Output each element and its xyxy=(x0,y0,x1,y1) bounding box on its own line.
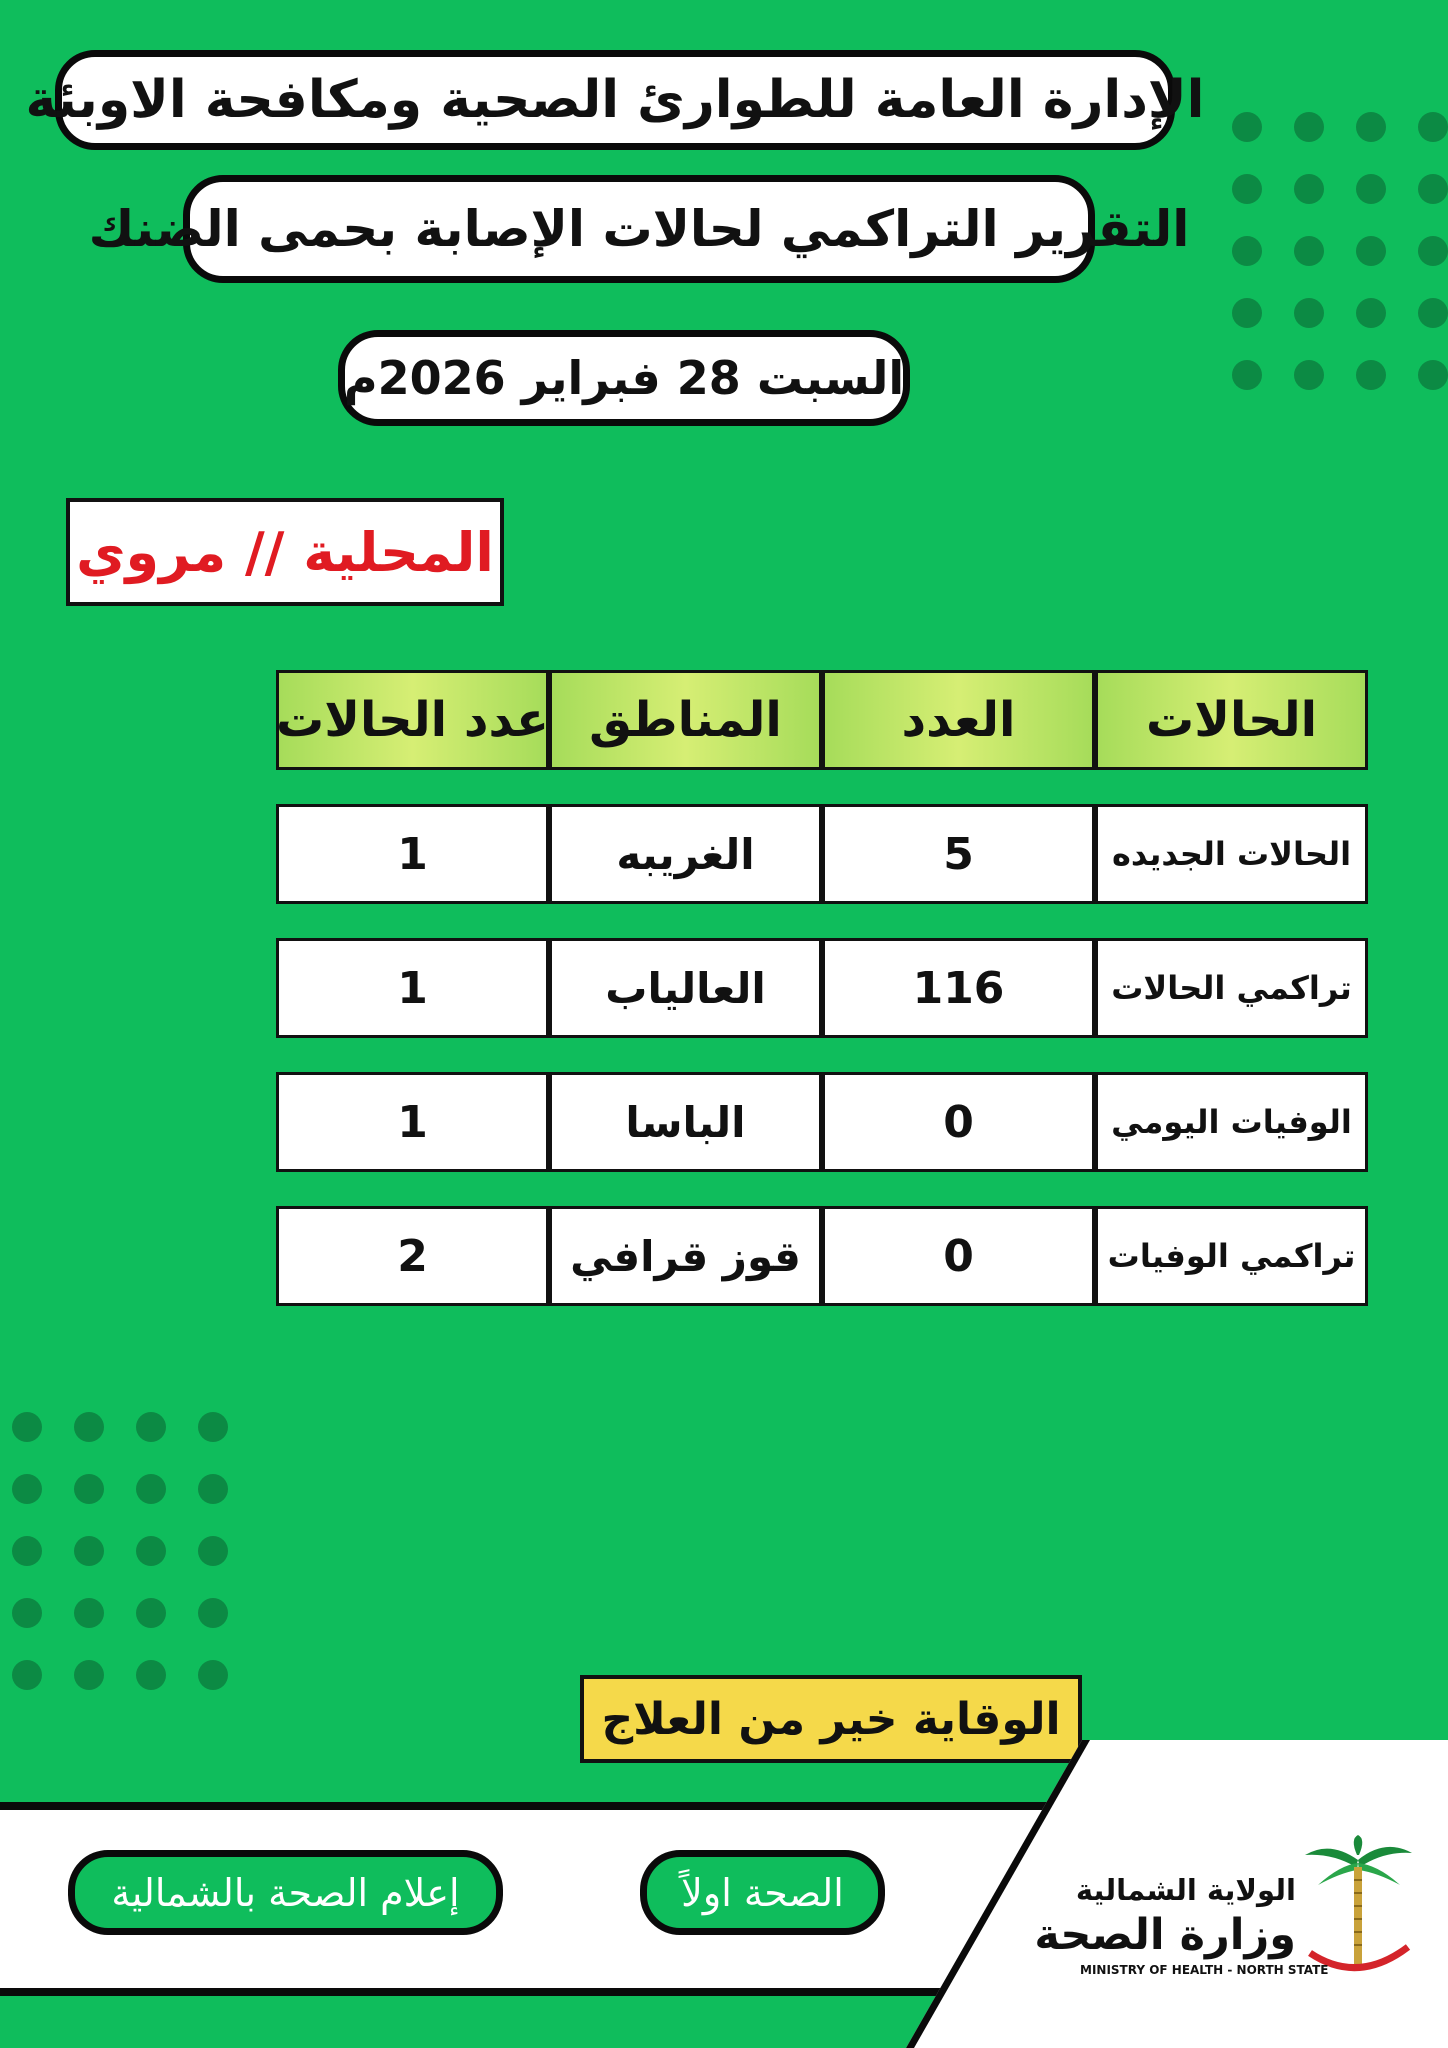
decorative-dots-bottom xyxy=(12,1412,228,1690)
row-region-count: 1 xyxy=(276,804,549,904)
row-region: الغريبه xyxy=(549,804,822,904)
locality-label: المحلية // مروي xyxy=(66,498,504,606)
header-regions: المناطق xyxy=(549,670,822,770)
row-region-count: 1 xyxy=(276,1072,549,1172)
header-region-count: عدد الحالات xyxy=(276,670,549,770)
table-row xyxy=(276,1206,1368,1306)
slogan-banner: الوقاية خير من العلاج xyxy=(580,1675,1082,1763)
table-row xyxy=(276,938,1368,1038)
report-authority-title: الإدارة العامة للطوارئ الصحية ومكافحة الاوبئة xyxy=(55,50,1175,150)
row-count: 116 xyxy=(822,938,1095,1038)
health-media-badge: إعلام الصحة بالشمالية xyxy=(68,1850,503,1935)
row-count: 5 xyxy=(822,804,1095,904)
cases-table xyxy=(276,670,1368,1340)
header-count: العدد xyxy=(822,670,1095,770)
row-label: الوفيات اليومي xyxy=(1095,1072,1368,1172)
row-region: الباسا xyxy=(549,1072,822,1172)
row-count: 0 xyxy=(822,1072,1095,1172)
row-region-count: 2 xyxy=(276,1206,549,1306)
logo-state-name: الولاية الشمالية xyxy=(1075,1873,1296,1907)
logo-ministry-name: وزارة الصحة xyxy=(1034,1910,1296,1960)
row-label: تراكمي الوفيات xyxy=(1095,1206,1368,1306)
report-date: السبت 28 فبراير 2026م xyxy=(338,330,910,426)
row-label: الحالات الجديده xyxy=(1095,804,1368,904)
table-row xyxy=(276,804,1368,904)
header-cases: الحالات xyxy=(1095,670,1368,770)
table-header-row xyxy=(276,670,1368,770)
row-region: قوز قرافي xyxy=(549,1206,822,1306)
health-first-badge: الصحة اولاً xyxy=(640,1850,885,1935)
report-subtitle: التقرير التراكمي لحالات الإصابة بحمى الضنك xyxy=(183,175,1095,283)
decorative-dots-top xyxy=(1232,112,1448,390)
logo-english-name: MINISTRY OF HEALTH - NORTH STATE xyxy=(1080,1963,1329,1977)
row-count: 0 xyxy=(822,1206,1095,1306)
row-region: العالياب xyxy=(549,938,822,1038)
row-region-count: 1 xyxy=(276,938,549,1038)
table-row xyxy=(276,1072,1368,1172)
row-label: تراكمي الحالات xyxy=(1095,938,1368,1038)
